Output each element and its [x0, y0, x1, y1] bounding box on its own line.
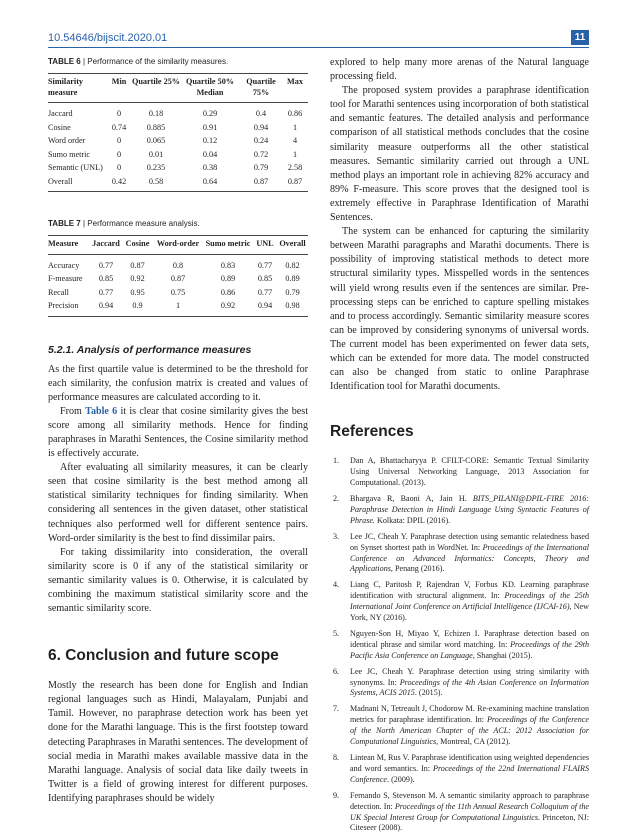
section-6-paragraph-2: The proposed system provides a paraphrase identification tool for Marathi sentences using incorporation of both statistical and semantic features. The detailed analysis and performance comparison of all statistical methods concludes that the cosine similarity measure outperforms all the other statistical measures. Semantic similarity carried out through a UNL method plays an important role in achieving 82% accuracy and 89% F-measure. This score proves that the designed tool is extremely effective in Paraphrase Identification of Marathi Sentences. — [330, 85, 590, 224]
table-cell: 0.64 — [180, 175, 240, 192]
reference-item: 7. Madnani N, Tetreault J, Chodorow M. Re-examining machine translation metrics for paraphrase identification. In: Proceedings of the Conference of the North American Chapter of the ACL: 2012 Association for Computational Linguistics, Montreal, CA (2012). — [333, 704, 589, 747]
table-row — [48, 148, 308, 162]
table-cell: 0 — [116, 136, 122, 145]
table-row — [48, 286, 308, 300]
table-cell: 0.83 — [220, 260, 236, 270]
table-cell: 0.18 — [148, 109, 164, 118]
table-cell: Precision — [48, 299, 90, 316]
table-cell: 0 — [116, 163, 122, 172]
section-6-paragraph-3: The system can be enhanced for capturing the similarity between Marathi paragraphs and Marathi documents. There is possibility of improving statistical methods to detect more structural similarity types. Misspelled words in the sentences will yield wrong results even if the sentences are similar. Pre-processing steps can be enriched to capture spelling mistakes and to process accordingly. Semantic similarity measure scores can be improved by considering synonyms of universal words. The current model has been experimented on fewer data sets, which can be extended for more data. The model constructed can also be changed from static to online Paraphrase Identification tool for Marathi documents. — [330, 226, 589, 393]
table-cell: 0.24 — [253, 136, 269, 145]
table7-header: Sumo metric — [203, 236, 253, 255]
table-cell: 0.86 — [220, 287, 236, 297]
table6-header: Similarity measure — [48, 74, 106, 103]
table-cell: 0.98 — [277, 299, 308, 316]
table-cell: 0.235 — [146, 163, 166, 172]
table-cell: 0.42 — [106, 175, 132, 192]
table-cell: 0.9 — [122, 299, 153, 316]
table-row — [48, 272, 308, 286]
table7-label: TABLE 7 — [48, 219, 81, 228]
table7 — [48, 235, 308, 317]
reference-item: 1. Dan A, Bhattacharyya P. CFILT-CORE: Semantic Textual Similarity Using Universal Networking Language, 2013 Association for Computational. (2013). — [333, 456, 589, 488]
section-521-paragraph-4: For taking dissimilarity into consideration, the overall similarity score is 0 if any of the statistical similarity or semantic similarity values is 0. Otherwise, it is calculated by combining the maximum statistical similarity score and the semantic similarity score. — [48, 546, 308, 615]
section-521-paragraph-2: From Table 6 it is clear that cosine similarity gives the best score among all similarity methods. Hence for finding paraphrases in Marathi Sentences, the Cosine similarity method is effectively accurate. — [48, 405, 308, 460]
section-6-heading: 6. Conclusion and future scope — [48, 647, 279, 665]
table-cell: 0.77 — [257, 260, 273, 270]
table-row — [48, 254, 308, 272]
table-cell: 0.065 — [146, 136, 166, 145]
doi-link[interactable]: 10.54646/bijscit.2020.01 — [48, 32, 168, 44]
table-cell: 0.4 — [255, 109, 267, 118]
table-cell: 4 — [292, 136, 298, 145]
table-cell: 0.77 — [98, 260, 114, 270]
reference-item: 8. Lintean M, Rus V. Paraphrase identification using weighted dependencies and word semantics. In: Proceedings of the 22nd International FLAIRS Conference. (2009). — [333, 753, 589, 784]
table-cell: 0.04 — [202, 149, 218, 159]
table-cell: 0.12 — [202, 136, 218, 145]
table-row — [48, 103, 308, 121]
table-cell: 0.91 — [202, 122, 218, 132]
table7-caption: TABLE 7 | Performance measure analysis. — [48, 219, 200, 228]
references-list — [330, 456, 589, 834]
table-cell: 1 — [153, 299, 203, 316]
table7-header: UNL — [253, 236, 277, 255]
table-cell: 0.29 — [202, 109, 218, 118]
table6-caption: TABLE 6 | Performance of the similarity measures. — [48, 57, 229, 66]
table-cell: 0.58 — [132, 175, 180, 192]
table-row — [48, 134, 308, 148]
table7-header: Cosine — [122, 236, 153, 255]
table6-title: Performance of the similarity measures. — [87, 57, 229, 66]
table-cell: 0.01 — [148, 149, 164, 159]
references-heading: References — [330, 423, 414, 441]
table-cell: 0.77 — [98, 287, 114, 297]
table-cell: 0.94 — [253, 299, 277, 316]
reference-item: 6. Lee JC, Cheah Y. Paraphrase detection using string similarity with synonyms. In: Proceedings of the 4th Asian Conference on Information Systems, ACIS 2015. (2015). — [333, 666, 589, 698]
left-column — [48, 56, 308, 806]
table-cell: Cosine — [48, 122, 71, 132]
section-521-heading: 5.2.1. Analysis of performance measures — [48, 343, 252, 356]
table7-header: Measure — [48, 236, 90, 255]
table7-title: Performance measure analysis. — [87, 219, 200, 228]
table-cell: Recall — [48, 287, 69, 297]
table-cell: 2.58 — [287, 163, 303, 172]
table6-label: TABLE 6 — [48, 57, 81, 66]
page-number: 11 — [571, 30, 589, 45]
table-cell: 0.87 — [130, 260, 145, 270]
table6-header: Quartile 25% — [132, 74, 180, 103]
table-cell: 0.95 — [130, 287, 145, 297]
table7-header: Overall — [277, 236, 308, 255]
reference-item: 9. Fernando S, Stevenson M. A semantic similarity approach to paraphrase detection. In: Proceedings of the 11th Annual Research Colloquium of the UK Special Interest Group for Computational Linguistics. Princeton, NJ: Citeseer (2008). — [333, 790, 589, 833]
table-cell: 0.8 — [172, 260, 184, 270]
table-row — [48, 175, 308, 192]
table-cell: 0.92 — [130, 274, 145, 283]
table-cell: 0.89 — [220, 274, 236, 283]
table-cell: Overall — [48, 175, 106, 192]
table6-link[interactable]: Table 6 — [85, 405, 118, 417]
table-cell: 0.85 — [257, 274, 273, 283]
header-rule — [48, 47, 589, 48]
table-cell: 1 — [292, 149, 298, 159]
table7-header: Word-order — [153, 236, 203, 255]
table7-header: Jaccard — [90, 236, 122, 255]
table-cell: 0.72 — [253, 149, 269, 159]
section-6-paragraph-1-continued: explored to help many more arenas of the Natural language processing field. — [330, 57, 589, 83]
table-cell: 1 — [292, 122, 298, 132]
table-cell: 0.92 — [203, 299, 253, 316]
table-cell: 0 — [116, 149, 122, 159]
table-cell: Sumo metric — [48, 149, 91, 159]
table-cell: 0.79 — [253, 163, 269, 172]
table-cell: 0.82 — [285, 260, 300, 270]
table-cell: 0.94 — [90, 299, 122, 316]
table6-header: Quartile 50% Median — [180, 74, 240, 103]
table6-header-row — [48, 74, 308, 103]
reference-item: 2. Bhargava R, Baoni A, Jain H. BITS_PILANI@DPIL-FIRE 2016: Paraphrase Detection in Hindi Language Using Syntactic Features of Phrase. Kolkata: DPIL (2016). — [333, 493, 589, 525]
table-cell: 0.885 — [146, 122, 166, 132]
table-cell: Word order — [48, 136, 86, 145]
table-row — [48, 121, 308, 135]
section-521-paragraph-1: As the first quartile value is determined to be the threshold for each similarity, the confusion matrix is created and values of performance measures are calculated according to it. — [48, 363, 308, 403]
table-cell: 0.87 — [170, 274, 186, 283]
right-column — [330, 56, 589, 835]
table-cell: Jaccard — [48, 109, 73, 118]
table6-header: Quartile 75% — [240, 74, 282, 103]
table6-header: Max — [282, 74, 308, 103]
table-cell: 0.89 — [285, 274, 300, 283]
table-cell: 0.38 — [202, 163, 218, 172]
table6-header: Min — [106, 74, 132, 103]
table-cell: 0.74 — [111, 122, 127, 132]
table-cell: Semantic (UNL) — [48, 163, 103, 172]
table-cell: 0.87 — [240, 175, 282, 192]
table-cell: 0.77 — [257, 287, 273, 297]
table-cell: 0.75 — [170, 287, 186, 297]
table-row — [48, 299, 308, 316]
table-cell: 0 — [116, 109, 122, 118]
section-521-paragraph-3: After evaluating all similarity measures, it can be clearly seen that cosine similarity is the best method among all statistical similarity techniques for finding similarity. When considering all sentences in the given dataset, other statistical techniques also performed well for different sentence pairs. Word-order similarity is the best to find dissimilar pairs. — [48, 462, 308, 544]
reference-item: 4. Liang C, Paritosh P, Rajendran V, Forbus KD. Learning paraphrase identification with structural alignment. In: Proceedings of the 25th International Joint Conference on Artificial Intelligence (IJCAI-16), New York, NY (2016). — [333, 580, 589, 623]
section-6-paragraph-1: Mostly the research has been done for English and Indian regional languages such as Hindi, Malayalam, Punjabi and Tamil. However, no paraphrase detection work has been yet done for the Marathi language. This is the first footstep toward detecting Paraphrases in Marathi sentences. The development of social media in Marathi makes available massive data in the Marathi language. Analysis of social data like daily tweets in Twitter is a field of growing interest for different purposes. Identifying paraphrases should be widely — [48, 680, 308, 804]
reference-item: 5. Nguyen-Son H, Miyao Y, Echizen I. Paraphrase detection based on identical phrase and similar word matching. In: Proceedings of the 29th Pacific Asia Conference on Language, Shanghai (2015). — [333, 628, 589, 660]
table-cell: F-measure — [48, 274, 83, 283]
table-row — [48, 161, 308, 175]
reference-item: 3. Lee JC, Cheah Y. Paraphrase detection using semantic relatedness based on Synset shortest path in WordNet. In: Proceedings of the International Conference on Advanced Informatics: Concepts, Theory and Applications, Penang (2016). — [333, 531, 590, 574]
table-cell: 0.85 — [98, 274, 114, 283]
table-cell: 0.87 — [282, 175, 308, 192]
table-cell: 0.94 — [253, 122, 269, 132]
table-cell: 0.86 — [287, 109, 303, 118]
table-cell: 0.79 — [285, 287, 300, 297]
table6 — [48, 73, 308, 192]
table-cell: Accuracy — [48, 260, 80, 270]
table7-header-row — [48, 236, 308, 255]
